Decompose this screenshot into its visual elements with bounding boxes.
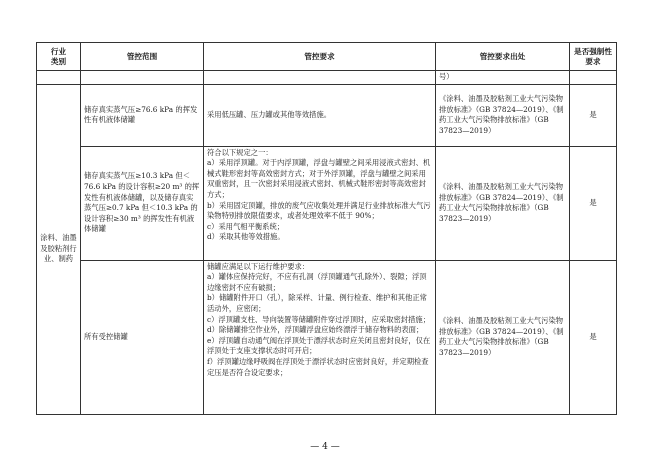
requirement-line: c）浮顶罐支柱、导向装置等储罐附件穿过浮顶时，应采取密封措施； <box>207 314 430 324</box>
header-requirement: 管控要求 <box>204 43 436 71</box>
header-scope: 管控范围 <box>81 43 204 71</box>
requirement-line: a）罐体应保持完好，不应有孔洞（浮顶罐通气孔除外）、裂隙；浮顶边缘密封不应有破损； <box>207 272 427 292</box>
table-row <box>37 84 617 146</box>
table-header-row <box>37 43 617 71</box>
table-row <box>37 260 617 414</box>
source-carry-text: 号） <box>436 71 570 85</box>
scope-cell: 储存真实蒸气压≥10.3 kPa 但＜76.6 kPa 的设计容积≥20 m³ 的挥发性有机液体储罐，以及储存真实蒸气压≥0.7 kPa 但＜10.3 kPa 的设计容积≥30 m³ 的挥发性有机液体储罐 <box>81 146 204 260</box>
requirement-line: b）采用固定顶罐，排放的废气应收集处理并满足行业排放标准大气污染物特别排放限值要求，或者处理效率不低于 90%； <box>207 200 431 221</box>
requirement-line: d）除储罐排空作业外，浮顶罐浮盘应始终漂浮于储存物料的表面； <box>207 325 424 335</box>
requirement-cell <box>204 260 436 414</box>
source-cell: 《涂料、油墨及胶粘剂工业大气污染物排放标准》（GB 37824—2019）、《制药工业大气污染物排放标准》（GB 37823—2019） <box>436 146 570 260</box>
source-cell: 《涂料、油墨及胶粘剂工业大气污染物排放标准》（GB 37824—2019）、《制药工业大气污染物排放标准》（GB 37823—2019） <box>436 84 570 146</box>
requirement-line: f）浮顶罐边缘呼吸阀在浮顶处于漂浮状态时应密封良好，并定期检查定压是否符合设定要求； <box>207 356 429 377</box>
industry-cell: 涂料、油墨及胶粘剂行业、制药 <box>37 84 81 414</box>
requirement-cell <box>204 146 436 260</box>
requirement-line: e）浮顶罐自动通气阀在浮顶处于漂浮状态时应关闭且密封良好，仅在浮顶处于支座支撑状态时可开启； <box>207 335 431 356</box>
table-row <box>37 146 617 260</box>
page-number: — 4 — <box>310 442 340 452</box>
control-requirements-table <box>36 42 617 415</box>
header-source: 管控要求出处 <box>436 43 570 71</box>
mandatory-cell: 是 <box>570 146 617 260</box>
mandatory-cell: 是 <box>570 260 617 414</box>
header-industry: 行业 类别 <box>37 43 81 71</box>
scope-cell: 储存真实蒸气压≥76.6 kPa 的挥发性有机液体储罐 <box>81 84 204 146</box>
scope-cell: 所有受控储罐 <box>81 260 204 414</box>
requirement-line: a）采用浮顶罐。对于内浮顶罐，浮盘与罐壁之间采用浸液式密封、机械式鞋形密封等高效密封方式；对于外浮顶罐，浮盘与罐壁之间采用双重密封，且一次密封采用浸液式密封、机械式鞋形密封等高效密封方式； <box>207 158 431 199</box>
source-cell: 《涂料、油墨及胶粘剂工业大气污染物排放标准》（GB 37824—2019）、《制药工业大气污染物排放标准》（GB 37823—2019） <box>436 260 570 414</box>
table-row-carry <box>37 71 617 85</box>
requirement-cell: 采用低压罐、压力罐或其他等效措施。 <box>204 84 436 146</box>
requirement-line: 储罐应满足以下运行维护要求： <box>207 261 310 271</box>
requirement-line: b）储罐附件开口（孔），除采样、计量、例行检查、维护和其他正常活动外，应密闭； <box>207 293 427 313</box>
requirement-line: d）采取其他等效措施。 <box>207 232 285 242</box>
mandatory-cell: 是 <box>570 84 617 146</box>
header-mandatory: 是否强制性 要求 <box>570 43 617 71</box>
requirement-line: c）采用气相平衡系统； <box>207 221 285 231</box>
requirement-line: 符合以下规定之一： <box>207 147 273 157</box>
